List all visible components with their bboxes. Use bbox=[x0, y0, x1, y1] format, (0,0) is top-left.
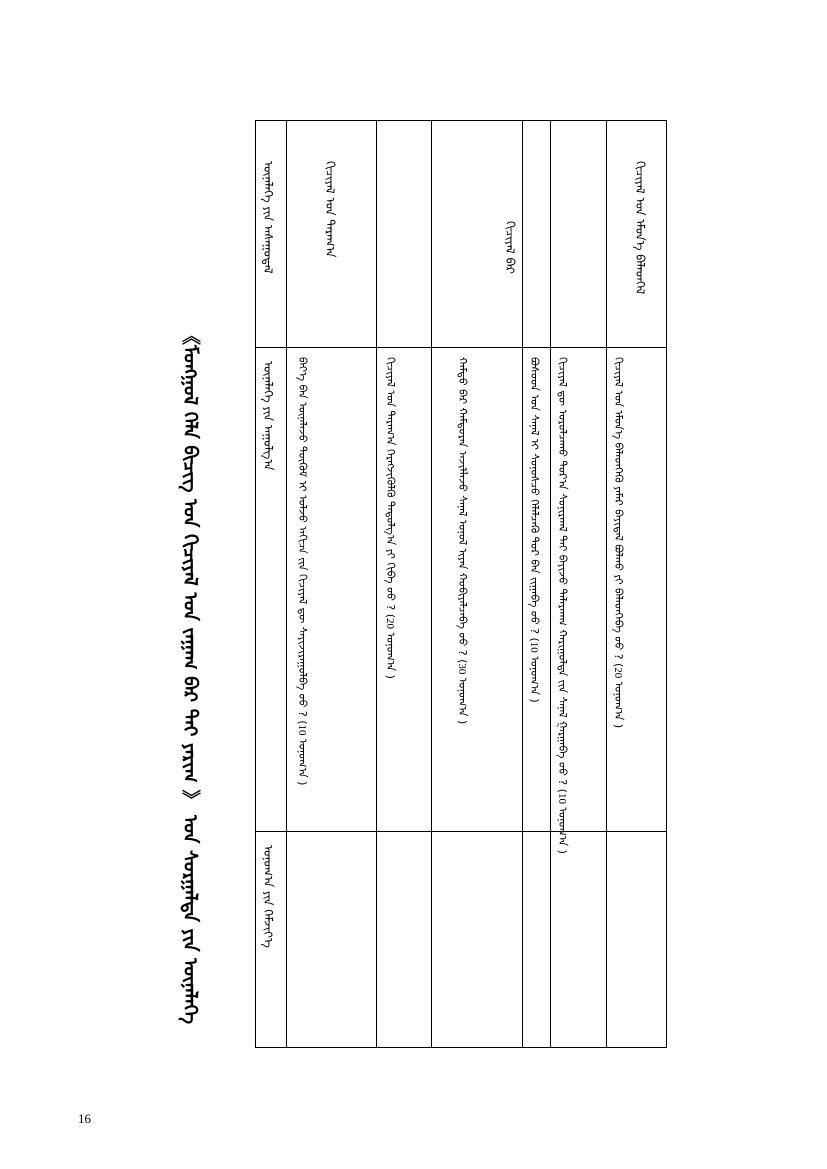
column-divider bbox=[256, 831, 666, 832]
row-divider bbox=[376, 121, 377, 1047]
content-item: ᠪᠡᠶ᠎ᠡ ᠪᠡᠨ ᠦᠨᠡᠯᠡᠵᠦ ᠳᠦᠬᠦᠮ ᠢ ᠣᠯᠵᠤ ᠠᠬᠢᠴᠠ ᠵᠢᠨ ᠬᠢᠴᠢᠶᠡᠯ ᠳᠦ ᠰᠠᠶᠢᠵᠢᠷᠠᠭᠤᠯᠪᠠ ᠤᠤ ? (10 ᠣᠨᠣᠭ᠎ᠠ ) bbox=[296, 357, 309, 786]
content-item: ᠬᠢᠴᠢᠶᠡᠯ ᠤᠨ ᠳᠠᠷᠠᠭ᠎ᠠ ᠬᠡᠷᠡᠭᠵᠢᠭᠦᠯᠬᠦ ᠳᠠᠳᠤᠯᠭ᠎ᠠ ᠶᠢ ᠬᠢᠪᠡ ᠤᠤ ? (20 ᠣᠨᠣᠭ᠎ᠠ ) bbox=[384, 357, 397, 679]
row-divider bbox=[606, 121, 607, 1047]
column-divider bbox=[256, 347, 666, 348]
page-title: 《ᠮᠣᠩᠭᠣᠯ ᠬᠡᠯᠡ ᠪᠢᠴᠢᠭ ᠤᠨ ᠬᠢᠴᠢᠶᠡᠯ ᠤᠨ ᠵᠠᠭᠠᠭ ᠪᠠᠷ ᠲᠠᠢ ᠶᠠᠷᠢᠭ 》 ᠤᠨ ᠰᠣᠷᠭᠠᠯᠲᠠ ᠶᠢᠨ ᠦᠨᠡᠯᠡᠭᠡ bbox=[179, 326, 201, 1025]
page-number: 16 bbox=[78, 1111, 91, 1126]
row-divider bbox=[286, 121, 287, 1047]
row-divider bbox=[550, 121, 551, 1047]
evaluation-table bbox=[255, 120, 667, 1048]
content-item: ᠪᠤᠰᠤᠳ ᠤᠨ ᠰᠠᠨᠠᠯ ᠢ ᠰᠣᠨᠣᠰᠴᠤ ᠬᠡᠯᠡᠯᠴᠡᠬᠦ ᠳᠤᠷ ᠪᠠᠨ ᠵᠢᠭᠠᠪᠠ ᠤᠤ ? (10 ᠣᠨᠣᠭ᠎ᠠ ) bbox=[528, 357, 541, 703]
row-divider bbox=[522, 121, 523, 1047]
row-divider bbox=[431, 121, 432, 1047]
stage-after: ᠬᠢᠴᠢᠶᠡᠯ ᠤᠨ ᠳᠠᠷᠠᠭ᠎ᠠ bbox=[323, 161, 337, 258]
stage-before: ᠬᠢᠴᠢᠶᠡᠯ ᠤᠨ ᠡᠮᠦᠨ᠎ᠡ ᠪᠡᠯᠡᠳᠬᠡᠯ bbox=[633, 161, 647, 295]
stage-during: ᠬᠢᠴᠢᠶᠡᠯ ᠪᠠᠷ bbox=[503, 221, 517, 274]
content-item: ᠬᠢᠴᠢᠶᠡᠯ ᠳᠦ ᠣᠷᠣᠯᠴᠠᠬᠤ ᠳᠤᠷ᠎ᠠ ᠰᠣᠨᠢᠷᠬᠠᠯ ᠲᠠᠢ ᠪᠠᠶᠢᠵᠤ ᠳᠠᠯᠠᠷᠬᠠᠭ ᠬᠠᠷᠢᠭᠤᠯᠲᠠ ᠵᠢᠨ ᠰᠠᠨᠠᠯ ᠭᠠᠷᠭᠠᠪᠠ ᠤᠤ ? (10 ᠣᠨᠣᠭ᠎ᠠ ) bbox=[556, 357, 569, 854]
header-stage: ᠦᠨᠡᠯᠡᠭᠡ ᠶᠢᠨ ᠠᠰᠠᠭᠤᠳᠠᠯ bbox=[261, 161, 275, 274]
header-content: ᠦᠨᠡᠯᠡᠭᠡ ᠶᠢᠨ ᠠᠭᠤᠯᠭ᠎ᠠ bbox=[261, 361, 275, 471]
content-item: ᠬᠠᠮᠲᠤ ᠪᠡᠷ ᠬᠠᠮᠲᠤᠷᠠᠨ ᠠᠵᠢᠯᠯᠠᠵᠤ ᠰᠠᠨᠠᠯ ᠣᠨᠣᠯ ᠢᠶᠠᠨ ᠬᠤᠪᠢᠶᠠᠯᠴᠠᠪᠠ ᠤᠤ ? (30 ᠣᠨᠣᠭ᠎ᠠ ) bbox=[456, 357, 469, 725]
header-score: ᠣᠨᠣᠭ᠎ᠠ ᠶᠢᠨ ᠬᠡᠮᠵᠢᠶ᠎ᠡ bbox=[261, 845, 275, 948]
content-item: ᠬᠢᠴᠢᠶᠡᠯ ᠤᠨ ᠡᠮᠦᠨ᠎ᠡ ᠪᠡᠯᠡᠳᠬᠡᠬᠦ ᠶᠠᠮᠠᠷ ᠪᠠᠶᠢᠳᠠᠯ ᠪᠣᠯᠬᠤ ᠶᠢ ᠪᠡᠯᠡᠳᠬᠡᠪᠡ ᠤᠤ ? (20 ᠣᠨᠣᠭ᠎ᠠ ) bbox=[612, 357, 625, 729]
